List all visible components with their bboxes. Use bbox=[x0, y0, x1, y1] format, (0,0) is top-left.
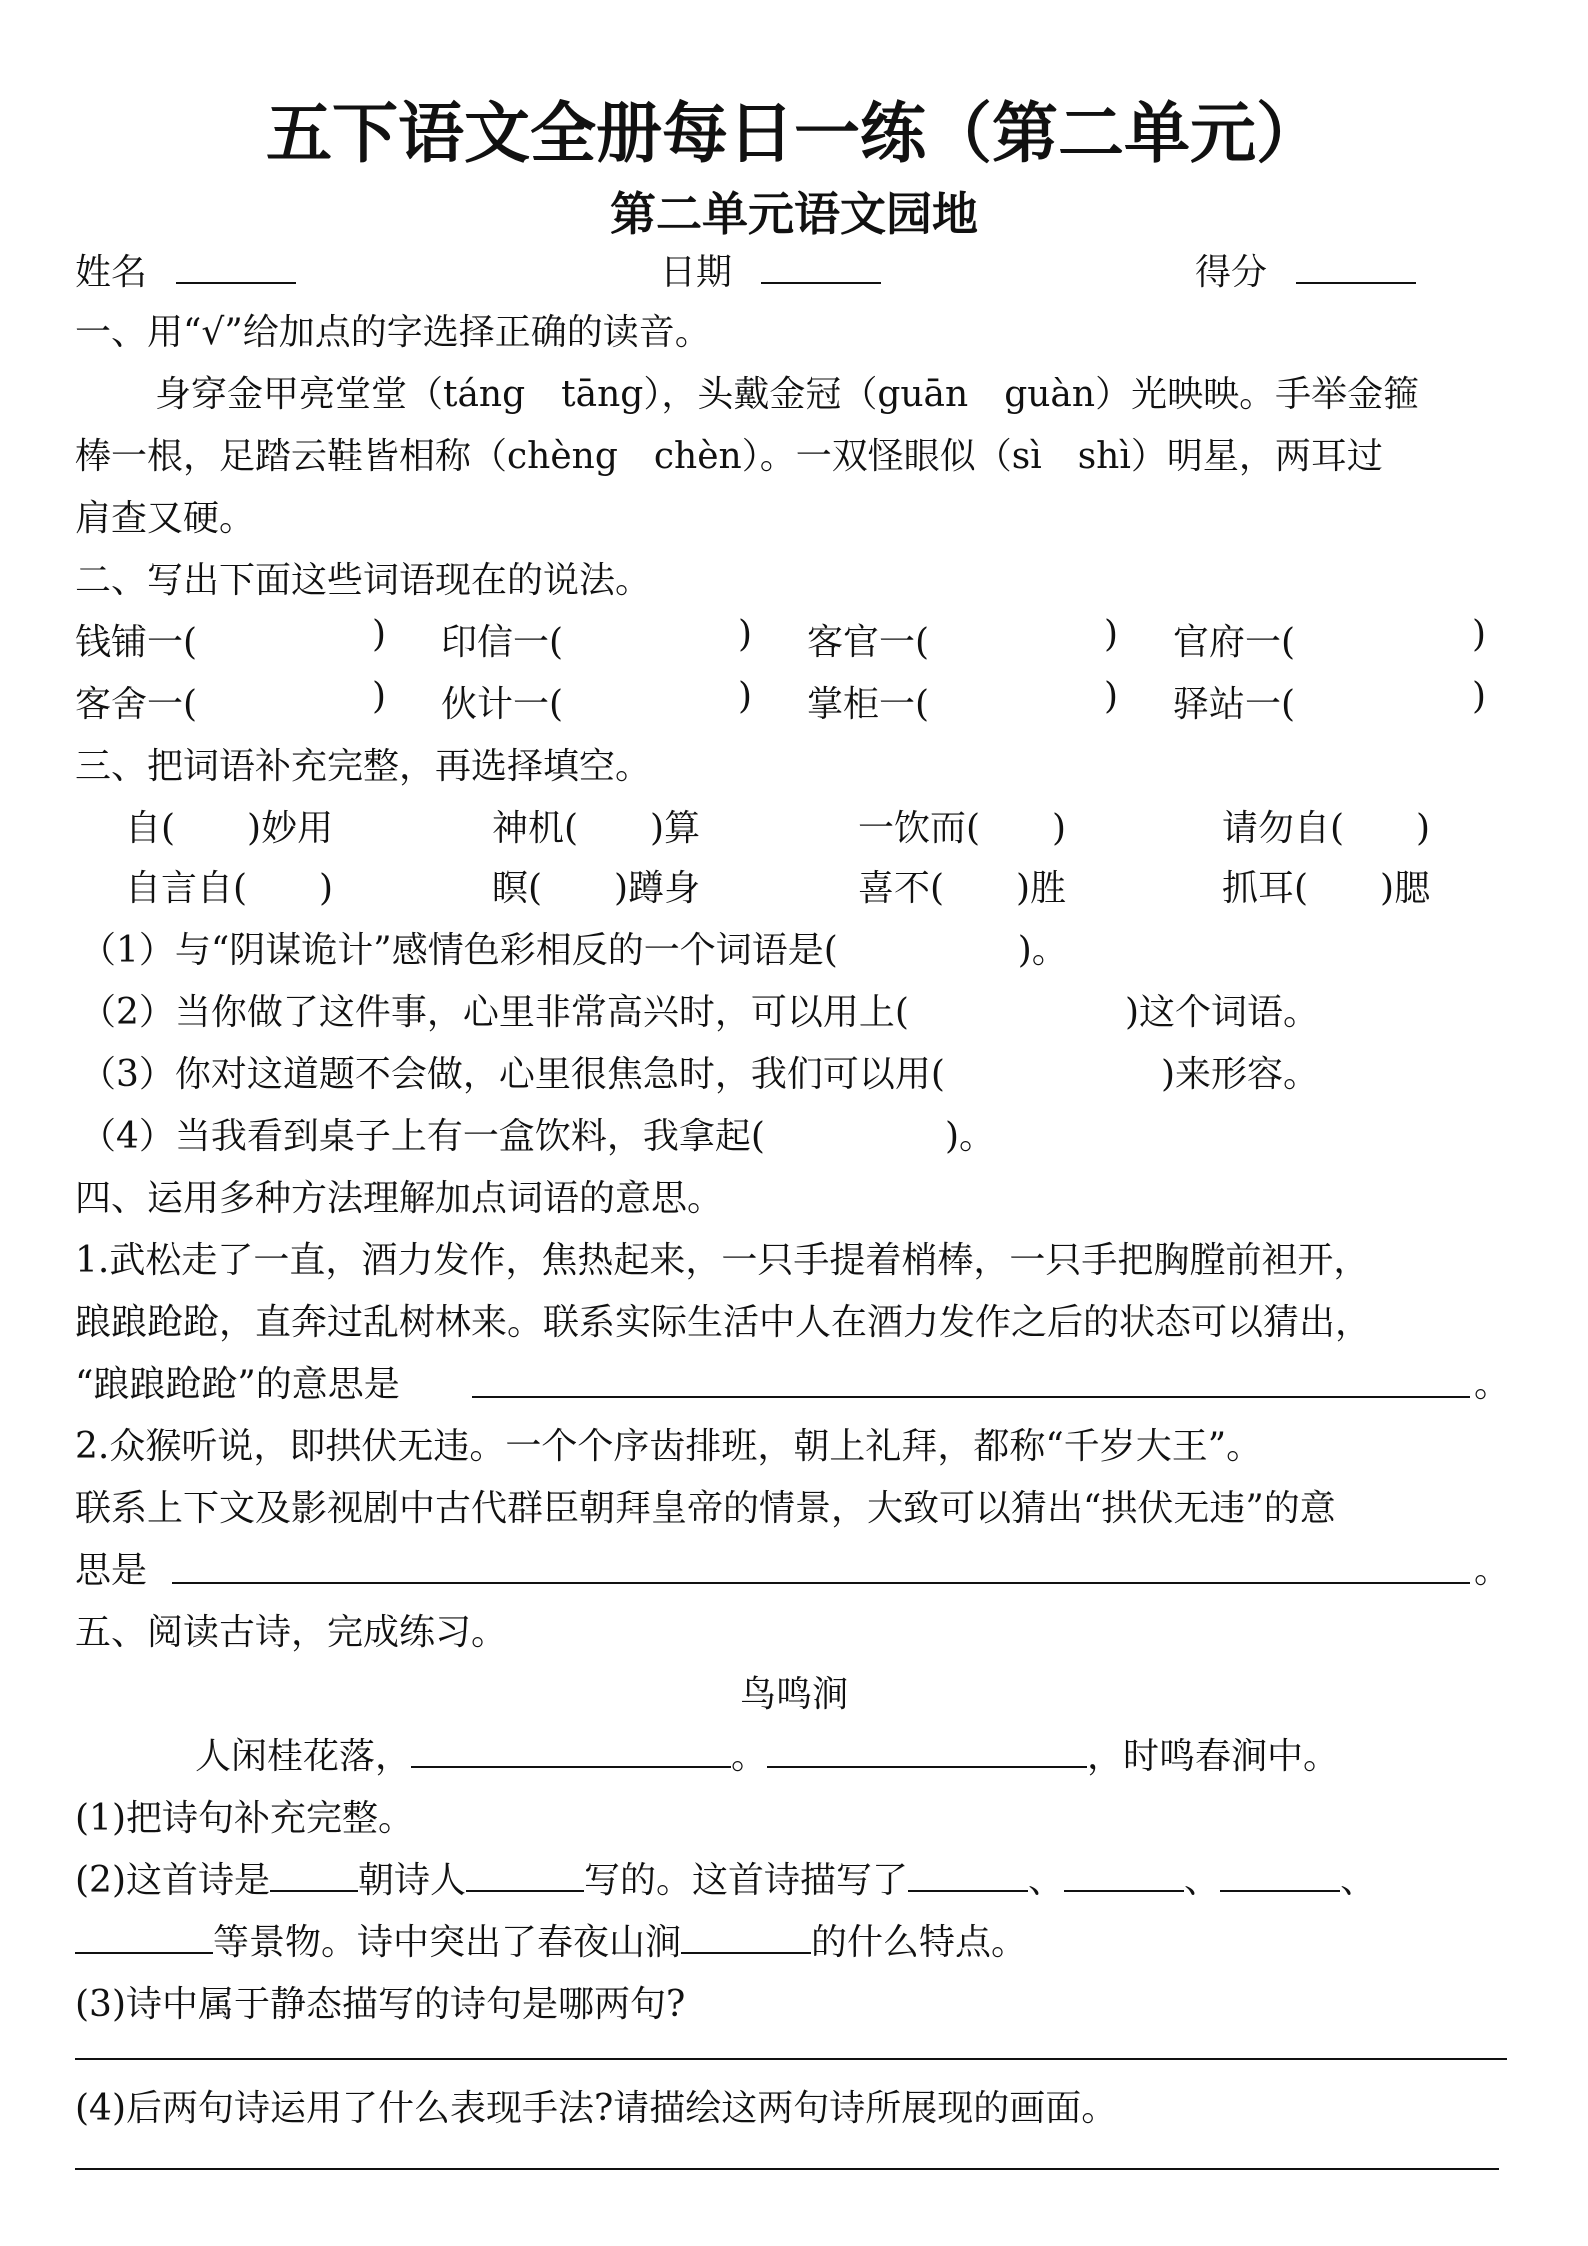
scene-blank[interactable] bbox=[75, 1922, 213, 1954]
word-item-label: 客舍一( bbox=[75, 684, 198, 725]
section5-q2-line1 bbox=[75, 1852, 1376, 1903]
score-label: 得分 bbox=[1195, 252, 1268, 293]
word-item bbox=[441, 676, 563, 727]
word-item-label: 客官一( bbox=[807, 622, 930, 663]
word-item bbox=[807, 676, 929, 727]
word-close: ) bbox=[738, 614, 753, 655]
period: 。 bbox=[1474, 1550, 1511, 1591]
separator: 、 bbox=[1340, 1860, 1377, 1901]
section4-p1-line3: “踉踉跄跄”的意思是 bbox=[75, 1364, 400, 1405]
section1-line1: 身穿金甲亮堂堂（táng tāng），头戴金冠（guān guàn）光映映。手举金箍 bbox=[155, 374, 1420, 415]
word-item-label: 官府一( bbox=[1173, 622, 1296, 663]
section1-line3: 肩查又硬。 bbox=[75, 498, 256, 539]
date-label: 日期 bbox=[660, 252, 733, 293]
score-blank[interactable] bbox=[1296, 252, 1416, 284]
section4-p2-line3: 思是 bbox=[75, 1550, 148, 1591]
section3-heading: 三、把词语补充完整，再选择填空。 bbox=[75, 746, 652, 787]
q2-text: 写的。这首诗描写了 bbox=[584, 1860, 909, 1901]
separator: 、 bbox=[1184, 1860, 1221, 1901]
word-close: ) bbox=[372, 614, 387, 655]
word-item bbox=[1173, 614, 1295, 665]
q2-text: 的什么特点。 bbox=[811, 1922, 1028, 1963]
dynasty-blank[interactable] bbox=[270, 1860, 358, 1892]
q2-text: 等景物。诗中突出了春夜山涧 bbox=[213, 1922, 682, 1963]
scene-blank[interactable] bbox=[1220, 1860, 1340, 1892]
date-field bbox=[660, 244, 881, 295]
section1-line2: 棒一根，足踏云鞋皆相称（chèng chèn）。一双怪眼似（sì shì）明星，两耳过 bbox=[75, 436, 1383, 477]
idiom-item: 抓耳( )腮 bbox=[1222, 868, 1431, 909]
poet-blank[interactable] bbox=[466, 1860, 584, 1892]
answer-line[interactable] bbox=[75, 2058, 1507, 2060]
poem-mid: 。 bbox=[731, 1736, 768, 1777]
name-blank[interactable] bbox=[176, 252, 296, 284]
period: 。 bbox=[1474, 1364, 1511, 1405]
section4-p2-line2: 联系上下文及影视剧中古代群臣朝拜皇帝的情景，大致可以猜出“拱伏无违”的意 bbox=[75, 1488, 1336, 1529]
poem-start: 人闲桂花落， bbox=[195, 1736, 412, 1777]
idiom-item: 瞑( )蹲身 bbox=[492, 868, 701, 909]
idiom-item: 神机( )算 bbox=[492, 808, 701, 849]
word-item bbox=[1173, 676, 1295, 727]
section2-heading: 二、写出下面这些词语现在的说法。 bbox=[75, 560, 652, 601]
section3-q3: （3）你对这道题不会做，心里很焦急时，我们可以用( )来形容。 bbox=[80, 1054, 1319, 1095]
word-close: ) bbox=[1472, 676, 1487, 717]
idiom-item: 喜不( )胜 bbox=[858, 868, 1067, 909]
separator: 、 bbox=[1028, 1860, 1065, 1901]
section4-heading: 四、运用多种方法理解加点词语的意思。 bbox=[75, 1178, 724, 1219]
section3-q2: （2）当你做了这件事，心里非常高兴时，可以用上( )这个词语。 bbox=[80, 992, 1319, 1033]
name-field bbox=[75, 244, 296, 295]
scene-blank[interactable] bbox=[908, 1860, 1028, 1892]
page-subtitle: 第二单元语文园地 bbox=[610, 187, 978, 241]
idiom-item: 自言自( ) bbox=[125, 868, 334, 909]
score-field bbox=[1195, 244, 1416, 295]
word-item-label: 钱铺一( bbox=[75, 622, 198, 663]
word-item-label: 掌柜一( bbox=[807, 684, 930, 725]
section5-q4: (4)后两句诗运用了什么表现手法?请描绘这两句诗所展现的画面。 bbox=[75, 2088, 1118, 2129]
section5-heading: 五、阅读古诗，完成练习。 bbox=[75, 1612, 508, 1653]
word-close: ) bbox=[1472, 614, 1487, 655]
idiom-item: 一饮而( ) bbox=[858, 808, 1067, 849]
word-item bbox=[75, 676, 197, 727]
poem-blank[interactable] bbox=[411, 1736, 731, 1768]
scene-blank[interactable] bbox=[1064, 1860, 1184, 1892]
section4-p1-line2: 踉踉跄跄，直奔过乱树林来。联系实际生活中人在酒力发作之后的状态可以猜出， bbox=[75, 1302, 1372, 1343]
poem-blank[interactable] bbox=[767, 1736, 1087, 1768]
answer-line[interactable] bbox=[75, 2168, 1499, 2170]
answer-line[interactable] bbox=[472, 1396, 1470, 1398]
section5-q1: (1)把诗句补充完整。 bbox=[75, 1798, 414, 1839]
word-item bbox=[807, 614, 929, 665]
section4-p1-line1: 1.武松走了一直，酒力发作，焦热起来，一只手提着梢棒，一只手把胸膛前袒开， bbox=[75, 1240, 1370, 1281]
date-blank[interactable] bbox=[761, 252, 881, 284]
answer-line[interactable] bbox=[172, 1582, 1470, 1584]
feature-blank[interactable] bbox=[681, 1922, 811, 1954]
poem-title: 鸟鸣涧 bbox=[739, 1674, 848, 1715]
word-item bbox=[75, 614, 197, 665]
idiom-item: 请勿自( ) bbox=[1222, 808, 1431, 849]
word-item bbox=[441, 614, 563, 665]
word-close: ) bbox=[372, 676, 387, 717]
section5-q3: (3)诗中属于静态描写的诗句是哪两句? bbox=[75, 1984, 686, 2025]
page-title: 五下语文全册每日一练（第二单元） bbox=[266, 95, 1322, 172]
poem-line bbox=[195, 1728, 1339, 1779]
q2-text: 朝诗人 bbox=[358, 1860, 467, 1901]
word-close: ) bbox=[1104, 614, 1119, 655]
word-close: ) bbox=[1104, 676, 1119, 717]
section4-p2-line1: 2.众猴听说，即拱伏无违。一个个序齿排班，朝上礼拜，都称“千岁大王”。 bbox=[75, 1426, 1263, 1467]
word-item-label: 伙计一( bbox=[441, 684, 564, 725]
idiom-item: 自( )妙用 bbox=[125, 808, 334, 849]
word-item-label: 驿站一( bbox=[1173, 684, 1296, 725]
section3-q4: （4）当我看到桌子上有一盒饮料，我拿起( )。 bbox=[80, 1116, 995, 1157]
q2-text: (2)这首诗是 bbox=[75, 1860, 270, 1901]
section3-q1: （1）与“阴谋诡计”感情色彩相反的一个词语是( )。 bbox=[80, 930, 1068, 971]
name-label: 姓名 bbox=[75, 252, 148, 293]
word-close: ) bbox=[738, 676, 753, 717]
section1-heading: 一、用“√”给加点的字选择正确的读音。 bbox=[75, 312, 711, 353]
section5-q2-line2 bbox=[75, 1914, 1027, 1965]
word-item-label: 印信一( bbox=[441, 622, 564, 663]
poem-end: ，时鸣春涧中。 bbox=[1087, 1736, 1340, 1777]
